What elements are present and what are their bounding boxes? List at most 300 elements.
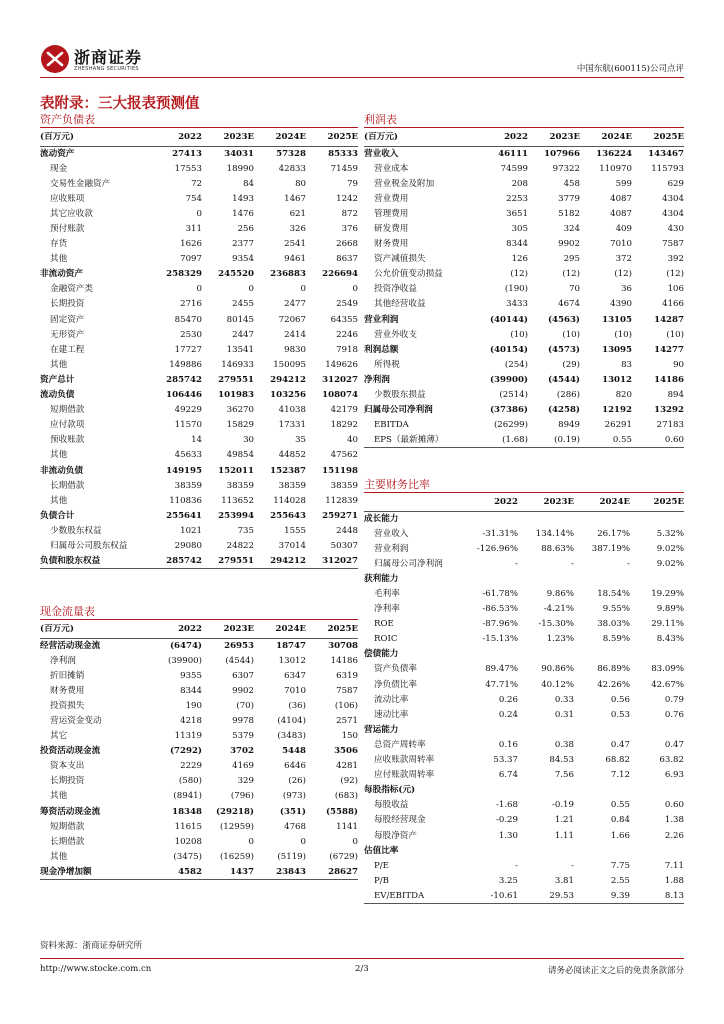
row-value: 2246: [336, 329, 358, 340]
row-value: 29.53: [518, 888, 574, 903]
row-label: 净利润: [364, 374, 390, 385]
row-value: 2414: [284, 329, 306, 340]
row-value: (10): [614, 329, 632, 340]
row-value: 152387: [270, 465, 306, 476]
footer-disclaimer: 请务必阅读正文之后的免责条款部分: [547, 966, 684, 976]
row-value: 11615: [174, 821, 202, 832]
row-value: 7918: [336, 344, 358, 355]
row-value: (4544): [547, 374, 580, 385]
row-value: 23843: [254, 864, 306, 879]
ratios-table: [364, 494, 684, 904]
row-value: 149195: [166, 465, 202, 476]
row-value: 2447: [232, 329, 254, 340]
row-value: 18348: [172, 806, 202, 817]
row-label: 现金: [50, 163, 68, 174]
table-row: [364, 843, 684, 858]
row-value: 5182: [558, 208, 580, 219]
row-value: 1437: [202, 864, 254, 879]
row-label: 非流动负债: [40, 465, 83, 476]
row-value: 0.60: [664, 800, 684, 811]
table-row: [40, 493, 358, 508]
row-value: 4304: [662, 208, 684, 219]
table-row: [40, 759, 358, 774]
row-label: 其它: [50, 731, 68, 742]
row-value: -31.31%: [482, 528, 518, 539]
row-label: 少数股东权益: [50, 525, 102, 536]
row-value: 0: [352, 836, 358, 847]
row-value: 2716: [180, 299, 202, 310]
row-value: 0: [300, 284, 306, 295]
row-label: 短期借款: [50, 405, 85, 416]
row-value: 80145: [226, 314, 254, 325]
table-row: [40, 508, 358, 523]
row-value: 36270: [226, 405, 254, 416]
year-header: 2024E: [254, 621, 306, 638]
row-label: 获利能力: [364, 573, 399, 584]
table-row: [364, 237, 684, 252]
row-value: 0: [352, 284, 358, 295]
table-row: [364, 388, 684, 403]
row-value: 599: [615, 178, 632, 189]
row-value: [518, 783, 574, 798]
row-value: 0: [196, 284, 202, 295]
row-value: 312027: [306, 554, 358, 569]
row-value: [462, 647, 518, 662]
row-value: [462, 571, 518, 586]
table-row: [40, 789, 358, 804]
row-value: 7.12: [610, 770, 630, 781]
row-value: 53.37: [493, 755, 518, 766]
row-value: 5.32%: [656, 528, 684, 539]
year-header: 2024E: [254, 129, 306, 146]
row-value: [462, 511, 518, 526]
row-label: ROE: [374, 619, 394, 630]
row-label: 其他: [50, 254, 68, 265]
row-value: (12): [614, 269, 632, 280]
row-label: 偿债能力: [364, 649, 399, 660]
row-label: 营运资金变动: [50, 716, 102, 727]
row-value: -61.78%: [482, 589, 518, 600]
row-value: 136224: [596, 148, 632, 159]
table-row: [364, 312, 684, 327]
row-value: 42.26%: [597, 679, 630, 690]
row-value: 152011: [218, 465, 254, 476]
row-label: 营业收入: [374, 528, 409, 539]
row-value: (4258): [547, 405, 580, 416]
table-row: [364, 873, 684, 888]
row-value: 108074: [322, 390, 358, 401]
row-value: 46111: [498, 148, 528, 159]
row-label: 总资产周转率: [374, 739, 426, 750]
table-row: [40, 864, 358, 879]
row-value: 0.76: [664, 709, 684, 720]
row-value: -: [571, 860, 574, 871]
year-header: 2022: [462, 494, 518, 511]
row-label: 投资活动现金流: [40, 746, 101, 757]
row-label: 归属母公司净利润: [364, 405, 433, 416]
row-value: (40154): [489, 344, 528, 355]
balance-sheet-table: [40, 129, 358, 569]
row-value: 14186: [330, 655, 358, 666]
row-value: 47562: [330, 450, 358, 461]
row-value: 2571: [336, 716, 358, 727]
row-value: 10208: [174, 836, 202, 847]
row-value: -1.68: [495, 800, 518, 811]
row-value: 1467: [284, 193, 306, 204]
brand-logo-icon: [40, 44, 70, 74]
cash-flow-table: [40, 621, 358, 880]
row-value: [518, 511, 574, 526]
table-row: [40, 698, 358, 713]
table-row: [40, 744, 358, 759]
row-value: 13105: [602, 314, 632, 325]
row-value: (0.19): [528, 433, 580, 448]
row-value: 2455: [232, 299, 254, 310]
row-value: (29218): [215, 806, 254, 817]
row-value: (2514): [499, 390, 528, 401]
row-value: 208: [511, 178, 528, 189]
row-value: (12): [666, 269, 684, 280]
row-value: (26299): [493, 420, 528, 431]
row-value: 97322: [552, 163, 580, 174]
row-value: 12192: [602, 405, 632, 416]
row-label: ROIC: [374, 634, 398, 645]
row-label: 预收账款: [50, 435, 85, 446]
row-value: 38359: [174, 480, 202, 491]
row-value: 72067: [278, 314, 306, 325]
row-value: 49854: [226, 450, 254, 461]
row-value: (683): [334, 791, 358, 802]
row-label: 其它应收款: [50, 208, 93, 219]
row-value: 9354: [232, 254, 254, 265]
row-value: 4390: [610, 299, 632, 310]
table-row: [40, 191, 358, 206]
row-value: 258329: [166, 269, 202, 280]
table-header-row: [364, 494, 684, 511]
row-value: (973): [282, 791, 306, 802]
row-value: 150095: [273, 359, 306, 370]
table-row: [40, 433, 358, 448]
row-value: (106): [334, 700, 358, 711]
table-row: [40, 418, 358, 433]
row-value: 7010: [610, 239, 632, 250]
row-value: -86.53%: [482, 604, 518, 615]
table-row: [40, 538, 358, 553]
row-value: 4169: [232, 761, 254, 772]
row-value: 6307: [232, 670, 254, 681]
row-label: 筹资活动现金流: [40, 806, 101, 817]
table-row: [364, 221, 684, 236]
row-value: 1.66: [610, 830, 630, 841]
row-value: 14287: [654, 314, 684, 325]
unit-label: (百万元): [40, 129, 152, 146]
row-value: 629: [667, 178, 684, 189]
row-value: 34031: [224, 148, 254, 159]
row-value: 14186: [654, 374, 684, 385]
table-row: [40, 774, 358, 789]
table-row: [40, 388, 358, 403]
row-value: 1.88: [664, 875, 684, 886]
row-value: 285742: [166, 374, 202, 385]
row-value: (190): [504, 284, 528, 295]
row-value: -: [571, 558, 574, 569]
row-value: 0: [196, 208, 202, 219]
row-value: 18292: [330, 420, 358, 431]
row-value: -: [515, 860, 518, 871]
row-value: 9.02%: [656, 543, 684, 554]
row-value: (4104): [277, 716, 306, 727]
table-row: [40, 282, 358, 297]
table-row: [364, 783, 684, 798]
table-row: [364, 252, 684, 267]
row-value: 0.38: [554, 739, 574, 750]
table-row: [40, 176, 358, 191]
row-label: 营业税金及附加: [374, 178, 435, 189]
row-value: 9978: [232, 716, 254, 727]
year-header: 2025E: [306, 621, 358, 638]
row-value: 13012: [602, 374, 632, 385]
table-row: [40, 554, 358, 569]
row-value: [462, 783, 518, 798]
table-row: [40, 357, 358, 372]
row-value: 894: [667, 390, 684, 401]
unit-label: (百万元): [364, 129, 478, 146]
row-value: [574, 647, 630, 662]
row-value: 226694: [322, 269, 358, 280]
row-label: 长期借款: [50, 836, 85, 847]
row-value: 6.93: [664, 770, 684, 781]
row-value: -10.61: [462, 888, 518, 903]
row-value: 2668: [336, 239, 358, 250]
row-label: 净利润: [50, 655, 76, 666]
row-value: (26): [288, 776, 306, 787]
row-value: 28627: [306, 864, 358, 879]
row-value: [462, 722, 518, 737]
row-value: 9.55%: [602, 604, 630, 615]
table-row: [364, 418, 684, 433]
row-value: 83.09%: [651, 664, 684, 675]
row-value: 115793: [651, 163, 684, 174]
page-number: 2/3: [355, 964, 369, 974]
table-row: [364, 888, 684, 903]
row-value: 8.13: [630, 888, 684, 903]
row-label: 存货: [50, 239, 68, 250]
row-value: 326: [289, 224, 306, 235]
row-value: 8344: [506, 239, 528, 250]
row-value: 26291: [604, 420, 632, 431]
row-value: (4563): [547, 314, 580, 325]
row-label: 在建工程: [50, 344, 85, 355]
row-value: 89.47%: [485, 664, 518, 675]
row-value: 90: [673, 359, 684, 370]
table-row: [40, 237, 358, 252]
table-header-row: [364, 129, 684, 146]
row-value: 4281: [336, 761, 358, 772]
year-header: 2023E: [518, 494, 574, 511]
row-value: 7010: [284, 685, 306, 696]
row-value: 85470: [174, 314, 202, 325]
row-label: 管理费用: [374, 208, 409, 219]
row-value: 19.29%: [651, 589, 684, 600]
row-value: (40144): [489, 314, 528, 325]
row-label: 负债合计: [40, 510, 75, 521]
table-row: [364, 541, 684, 556]
row-value: (6729): [329, 851, 358, 862]
row-value: 245520: [218, 269, 254, 280]
footer-url[interactable]: http://www.stocke.com.cn: [40, 964, 152, 974]
row-label: 流动资产: [40, 148, 75, 159]
row-label: 公允价值变动损益: [374, 269, 443, 280]
row-value: 285742: [152, 554, 202, 569]
row-value: [630, 647, 684, 662]
row-label: 利润总额: [364, 344, 399, 355]
row-value: 392: [667, 254, 684, 265]
row-value: 255641: [166, 510, 202, 521]
row-value: -0.19: [551, 800, 574, 811]
row-label: 应付账款周转率: [374, 770, 435, 781]
row-value: 6319: [336, 670, 358, 681]
row-value: 70: [569, 284, 580, 295]
table-row: [40, 849, 358, 864]
row-value: (12): [510, 269, 528, 280]
row-value: 3651: [506, 208, 528, 219]
year-header: 2025E: [306, 129, 358, 146]
table-row: [40, 252, 358, 267]
row-value: 27183: [656, 420, 684, 431]
row-value: 2477: [284, 299, 306, 310]
row-value: 13292: [654, 405, 684, 416]
row-label: 其他: [50, 450, 68, 461]
year-header: 2022: [478, 129, 528, 146]
row-label: 长期借款: [50, 480, 85, 491]
row-value: 13012: [278, 655, 306, 666]
row-value: 4768: [284, 821, 306, 832]
year-header: 2025E: [630, 494, 684, 511]
row-value: 9.89%: [656, 604, 684, 615]
row-label: 其他: [50, 851, 68, 862]
row-label: 短期借款: [50, 821, 85, 832]
footer-divider: [40, 958, 684, 959]
row-value: 2541: [284, 239, 306, 250]
row-value: 735: [237, 525, 254, 536]
row-value: 17331: [278, 420, 306, 431]
row-value: 14: [191, 435, 202, 446]
row-label: 长期投资: [50, 776, 85, 787]
brand-name-en: ZHESHANG SECURITIES: [74, 66, 139, 72]
table-row: [40, 372, 358, 387]
row-value: 4304: [662, 193, 684, 204]
table-row: [364, 556, 684, 571]
row-value: 3433: [506, 299, 528, 310]
row-value: (1.68): [478, 433, 528, 448]
table-row: [364, 798, 684, 813]
row-value: 86.89%: [597, 664, 630, 675]
row-value: 4087: [610, 208, 632, 219]
row-label: 资产总计: [40, 374, 75, 385]
row-label: 其他: [50, 359, 68, 370]
row-value: 8344: [180, 685, 202, 696]
row-value: 1476: [232, 208, 254, 219]
row-value: [518, 843, 574, 858]
row-value: 2549: [336, 299, 358, 310]
row-label: 其他: [50, 791, 68, 802]
row-value: 7.11: [664, 860, 684, 871]
row-value: -0.29: [495, 815, 518, 826]
row-label: 负债和股东权益: [40, 554, 152, 569]
row-value: 26.17%: [597, 528, 630, 539]
row-value: 0.33: [554, 694, 574, 705]
row-value: 9461: [284, 254, 306, 265]
row-value: (29): [562, 359, 580, 370]
row-label: 应付款项: [50, 420, 85, 431]
table-row: [40, 206, 358, 221]
table-row: [40, 668, 358, 683]
row-value: [630, 722, 684, 737]
row-value: [518, 722, 574, 737]
row-label: 成长能力: [364, 513, 399, 524]
row-label: 营业成本: [374, 163, 409, 174]
row-value: 30: [243, 435, 254, 446]
row-value: 143467: [648, 148, 684, 159]
row-value: 15829: [226, 420, 254, 431]
row-value: 30708: [328, 640, 358, 651]
row-label: 经营活动现金流: [40, 640, 101, 651]
row-value: 6446: [284, 761, 306, 772]
brand-name: 浙商证券: [74, 48, 143, 67]
row-value: 114028: [273, 495, 306, 506]
row-value: 4166: [662, 299, 684, 310]
table-row: [364, 632, 684, 647]
row-value: 312027: [322, 374, 358, 385]
row-value: 107966: [544, 148, 580, 159]
brand-logo: [40, 44, 155, 78]
row-value: 71459: [330, 163, 358, 174]
row-value: 110836: [169, 495, 202, 506]
row-value: (70): [236, 700, 254, 711]
row-value: [574, 511, 630, 526]
table-row: [364, 858, 684, 873]
row-label: 营业收入: [364, 148, 399, 159]
row-value: 42.67%: [651, 679, 684, 690]
row-value: 13541: [226, 344, 254, 355]
row-value: 458: [563, 178, 580, 189]
row-value: 42833: [278, 163, 306, 174]
table-row: [40, 713, 358, 728]
row-value: 3506: [334, 746, 358, 757]
table-row: [364, 372, 684, 387]
row-label: 折旧摊销: [50, 670, 85, 681]
row-value: 1.30: [498, 830, 518, 841]
row-value: 17727: [174, 344, 202, 355]
table-row: [364, 357, 684, 372]
row-value: 2253: [506, 193, 528, 204]
table-row: [364, 297, 684, 312]
row-value: 42179: [330, 405, 358, 416]
row-value: (10): [666, 329, 684, 340]
report-reference: 中国东航(600115)公司点评: [576, 64, 684, 74]
unit-label: (百万元): [40, 621, 152, 638]
row-label: 营业费用: [374, 193, 409, 204]
row-value: 149626: [325, 359, 358, 370]
row-value: 4087: [610, 193, 632, 204]
row-value: 50307: [330, 540, 358, 551]
row-value: 44852: [278, 450, 306, 461]
table-row: [364, 526, 684, 541]
row-value: (8941): [173, 791, 202, 802]
table-row: [364, 342, 684, 357]
row-value: 1493: [232, 193, 254, 204]
row-value: 8637: [336, 254, 358, 265]
